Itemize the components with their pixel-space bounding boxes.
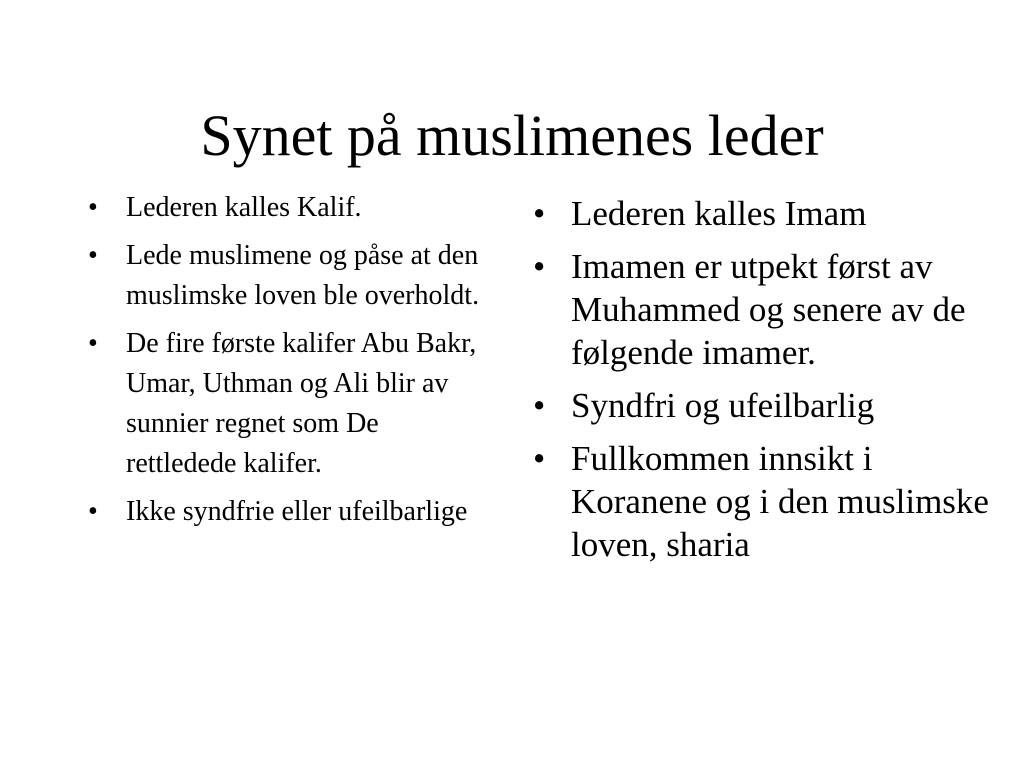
- left-bullet-item: [88, 236, 488, 316]
- bullet-icon: •: [533, 194, 546, 233]
- right-bullet-item: [533, 437, 993, 566]
- bullet-icon: •: [88, 328, 98, 359]
- bullet-text: De fire første kalifer Abu Bakr, Umar, Uthman og Ali blir av sunnier regnet som De rettledede kalifer.: [126, 328, 477, 479]
- right-bullet-item: [533, 192, 993, 235]
- bullet-text: Lede muslimene og påse at den muslimske loven ble overholdt.: [126, 240, 480, 311]
- bullet-icon: •: [88, 240, 98, 271]
- bullet-icon: •: [533, 247, 546, 286]
- bullet-icon: •: [533, 386, 546, 425]
- left-bullet-item: [88, 492, 488, 532]
- bullet-text: Fullkommen innsikt i Koranene og i den muslimske loven, sharia: [571, 439, 989, 564]
- bullet-text: Syndfri og ufeilbarlig: [571, 386, 875, 425]
- left-bullet-list: [88, 188, 488, 540]
- bullet-text: Lederen kalles Imam: [571, 194, 867, 233]
- right-bullet-item: [533, 384, 993, 427]
- right-bullet-list: [533, 192, 993, 576]
- right-bullet-item: [533, 245, 993, 374]
- left-bullet-item: [88, 324, 488, 484]
- bullet-icon: •: [88, 496, 98, 527]
- bullet-text: Imamen er utpekt først av Muhammed og senere av de følgende imamer.: [571, 247, 966, 372]
- slide-title: Synet på muslimenes leder: [200, 103, 824, 168]
- bullet-icon: •: [533, 439, 546, 478]
- left-bullet-item: [88, 188, 488, 228]
- bullet-icon: •: [88, 192, 98, 223]
- bullet-text: Lederen kalles Kalif.: [126, 192, 362, 223]
- bullet-text: Ikke syndfrie eller ufeilbarlige: [126, 496, 468, 527]
